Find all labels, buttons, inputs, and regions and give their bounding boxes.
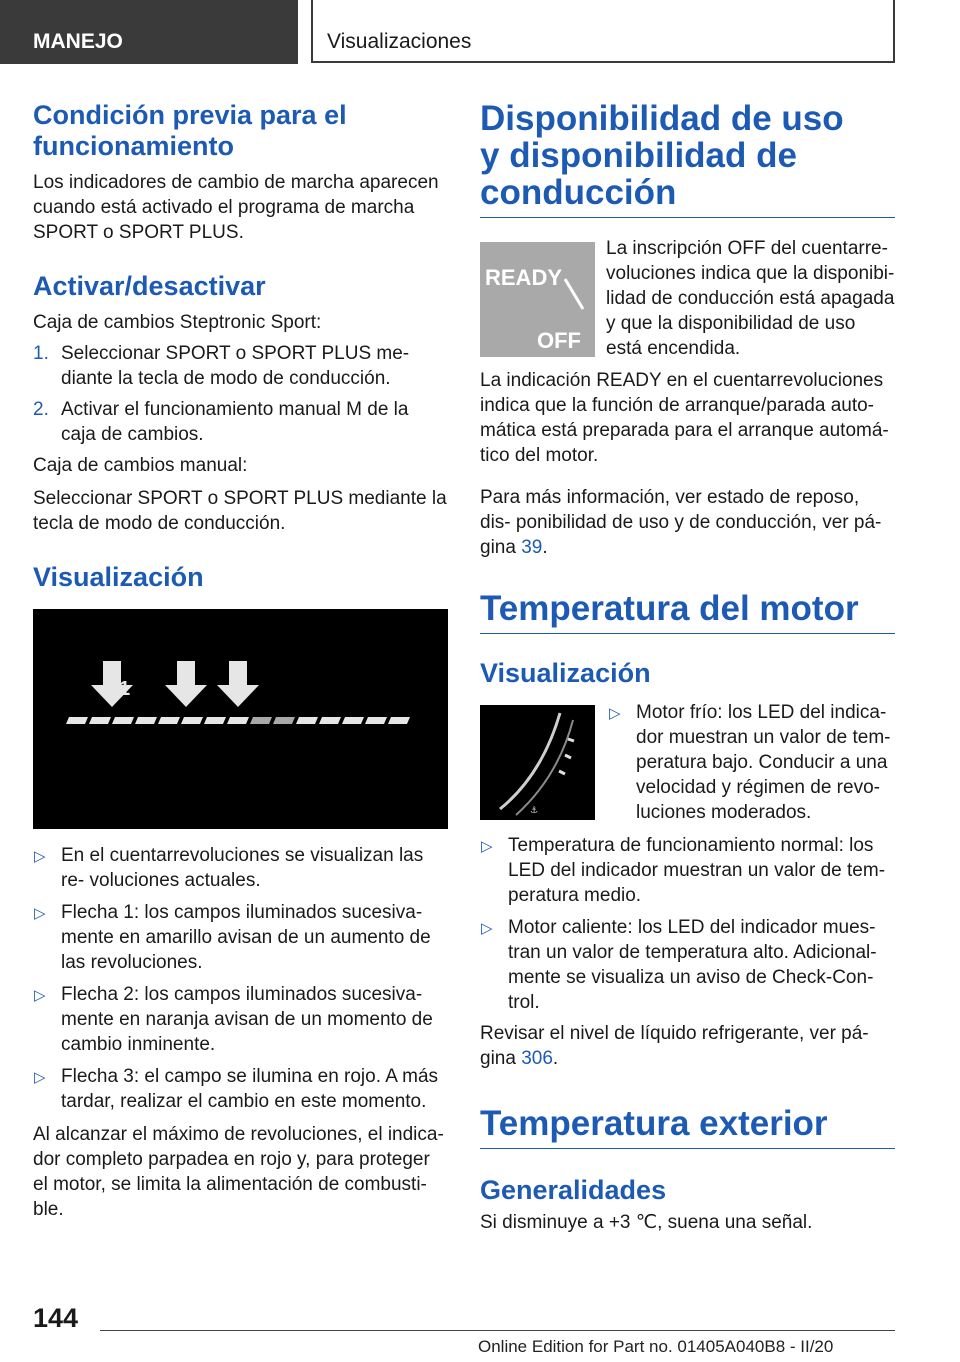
text-maximo: Al alcanzar el máximo de revoluciones, el indica- dor completo parpadea en rojo y, para proteger el motor, se limita la alimentación de combusti- ble. — [33, 1124, 444, 1220]
step-item — [33, 397, 448, 447]
rev-segment — [112, 717, 134, 724]
section-tab — [0, 0, 298, 64]
list-item: ▷ Temperatura de funcionamiento normal: los LED del indicador muestran un valor de tem- peratura medio. — [481, 835, 886, 906]
step-text: Activar el funcionamiento manual M de la caja de cambios. — [61, 399, 409, 445]
subsection-tab — [311, 0, 895, 63]
rev-segment — [365, 717, 387, 724]
heading-visualizacion: Visualización — [33, 562, 204, 592]
rev-segment — [135, 717, 157, 724]
rev-segment — [319, 717, 341, 724]
rev-segment — [227, 717, 249, 724]
text-generalidades: Si disminuye a +3 ℃, suena una señal. — [480, 1212, 813, 1233]
footer-divider — [100, 1330, 895, 1331]
off-label: OFF — [537, 328, 581, 353]
section-label: MANEJO — [33, 30, 123, 53]
rev-segment — [273, 717, 295, 724]
text-info: Para más información, ver estado de reposo, dis- ponibilidad de uso y de conducción, ver pá- gina 39. — [480, 487, 882, 558]
text-off: La inscripción OFF del cuentarre- voluciones indica que la disponibi- lidad de conducción está apagada y que la disponibilidad de uso está encendida. — [606, 238, 895, 359]
right-column — [480, 100, 895, 1235]
text-condicion: Los indicadores de cambio de marcha aparecen cuando está activado el programa de marcha SPORT o SPORT PLUS. — [33, 172, 439, 243]
figure-bullets — [33, 843, 448, 1114]
rev-segment — [89, 717, 111, 724]
edition-text: Online Edition for Part no. 01405A040B8 - II/20 — [478, 1337, 834, 1356]
text-revisar: Revisar el nivel de líquido refrigerante, ver pá- gina 306. — [480, 1023, 869, 1069]
arrow-label-1: 1 — [119, 678, 131, 700]
coolant-icon: ⚓ — [530, 806, 539, 816]
heading-activar: Activar/desactivar — [33, 271, 266, 301]
subsection-label: Visualizaciones — [327, 30, 472, 53]
step-item — [33, 341, 448, 391]
arrow-label-2: 2 — [180, 678, 192, 700]
temp-bullets — [480, 833, 895, 1015]
triangle-bullet-icon: ▷ — [609, 705, 621, 722]
list-item: ▷ Flecha 3: el campo se ilumina en rojo. A más tardar, realizar el cambio en este momento. — [34, 1066, 439, 1112]
list-item: ▷ Flecha 2: los campos iluminados sucesiva- mente en naranja avisan de un momento de cambio inminente. — [34, 984, 433, 1055]
steps-list — [33, 341, 448, 447]
step-number: 1. — [33, 343, 49, 364]
ready-off-block — [480, 238, 895, 359]
gauge-arc-icon — [500, 713, 560, 809]
list-item: ▷ Motor caliente: los LED del indicador mues- tran un valor de temperatura alto. Adicional- mente se visualiza un aviso de Check-Con- trol. — [481, 917, 877, 1013]
list-item: ▷ Motor frío: los LED del indica- dor muestran un valor de tem- peratura bajo. Conducir a una velocidad y régimen de revo- luciones moderados. — [609, 702, 891, 823]
needle-icon — [565, 279, 583, 309]
left-column — [33, 100, 448, 1222]
triangle-bullet-icon: ▷ — [481, 838, 493, 855]
rev-segment — [181, 717, 203, 724]
page-link[interactable]: 306 — [521, 1048, 553, 1069]
page-number: 144 — [33, 1303, 79, 1333]
rev-segment — [204, 717, 226, 724]
heading-temp-motor: Temperatura del motor — [480, 589, 859, 628]
list-item: ▷ En el cuentarrevoluciones se visualizan las re- voluciones actuales. — [34, 845, 424, 891]
rev-segment — [296, 717, 318, 724]
heading-visualizacion-motor: Visualización — [480, 658, 651, 688]
triangle-bullet-icon: ▷ — [34, 1069, 46, 1086]
list-item: ▷ Flecha 1: los campos iluminados sucesiva- mente en amarillo avisan de un aumento de las revoluciones. — [34, 902, 431, 973]
triangle-bullet-icon: ▷ — [34, 905, 46, 922]
text-ready: La indicación READY en el cuentarrevoluciones indica que la función de arranque/parada auto- mática está preparada para el arranque automá- tico del motor. — [480, 370, 889, 466]
step-text: Seleccionar SPORT o SPORT PLUS me- diante la tecla de modo de conducción. — [61, 343, 410, 389]
ready-label: READY — [485, 265, 563, 290]
rev-segment — [250, 717, 272, 724]
rev-segment — [388, 717, 410, 724]
triangle-bullet-icon: ▷ — [34, 987, 46, 1004]
heading-disponibilidad: Disponibilidad de uso y disponibilidad de conducción — [480, 99, 844, 212]
ready-off-image — [480, 242, 595, 357]
heading-condicion: Condición previa para el funcionamiento — [33, 100, 347, 161]
temp-block — [480, 702, 895, 833]
temp-gauge-image — [480, 705, 595, 820]
rev-segment — [66, 717, 88, 724]
text-manual: Caja de cambios manual: — [33, 455, 248, 476]
rev-segment — [342, 717, 364, 724]
rev-segments — [66, 717, 410, 724]
step-number: 2. — [33, 399, 49, 420]
shift-indicator-figure — [33, 609, 448, 829]
heading-generalidades: Generalidades — [480, 1175, 667, 1205]
triangle-bullet-icon: ▷ — [34, 848, 46, 865]
page-link[interactable]: 39 — [521, 537, 543, 558]
heading-temp-exterior: Temperatura exterior — [480, 1104, 828, 1143]
shift-indicator-illustration — [33, 609, 448, 829]
triangle-bullet-icon: ▷ — [481, 920, 493, 937]
arrow-label-3: 3 — [234, 678, 246, 700]
rev-segment — [158, 717, 180, 724]
text-manual-desc: Seleccionar SPORT o SPORT PLUS mediante la tecla de modo de conducción. — [33, 488, 447, 534]
text-steptronic: Caja de cambios Steptronic Sport: — [33, 312, 322, 333]
